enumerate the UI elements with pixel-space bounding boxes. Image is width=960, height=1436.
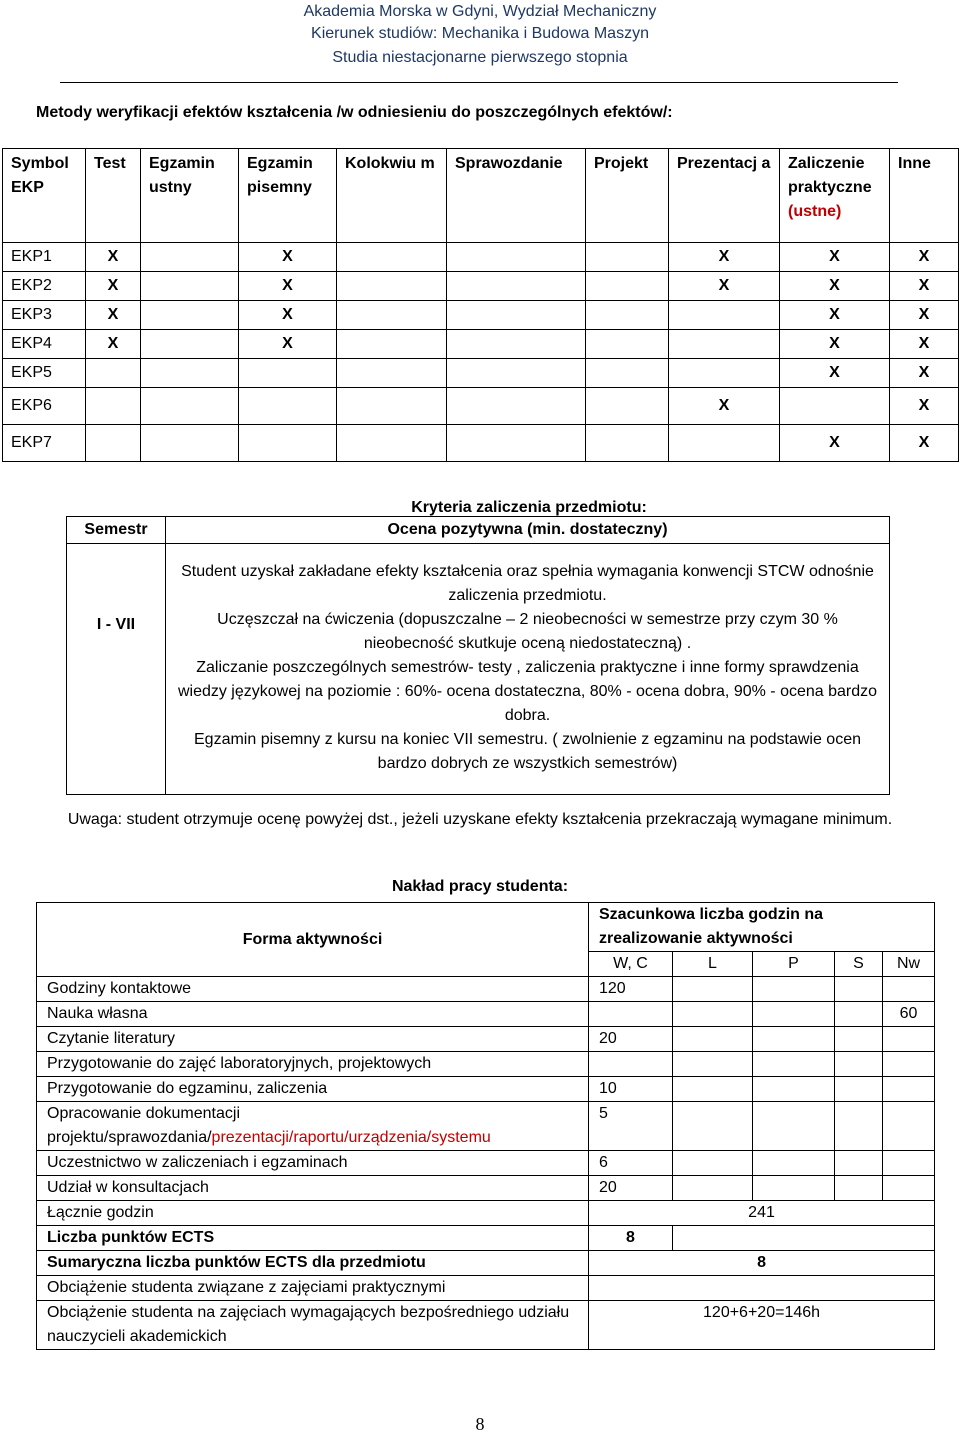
workload-hours-cell	[753, 1151, 835, 1176]
ekp-cell	[586, 388, 669, 425]
workload-hours-cell	[883, 977, 935, 1002]
activity-label-part-red: prezentacji/raportu/urządzenia/systemu	[211, 1129, 491, 1146]
criteria-note: Uwaga: student otrzymuje ocenę powyżej dst., jeżeli uzyskane efekty kształcenia przekraczają wymagane minimum.	[67, 811, 893, 828]
activity-label-line	[47, 1126, 578, 1150]
ekp-cell	[447, 425, 586, 462]
ects-empty	[673, 1226, 935, 1251]
workload-hours-cell	[835, 1077, 883, 1102]
col-header-presentation: Prezentacj a	[669, 149, 780, 243]
ekp-row	[3, 272, 959, 301]
criteria-text	[166, 544, 890, 795]
workload-table	[36, 902, 935, 1350]
ekp-cell	[780, 388, 890, 425]
ekp-cell	[239, 359, 337, 388]
ekp-cell: X	[780, 243, 890, 272]
ekp-cell	[586, 301, 669, 330]
sum-ects-row	[37, 1251, 935, 1276]
ekp-cell	[337, 388, 447, 425]
ekp-cell	[586, 330, 669, 359]
workload-hours-cell	[753, 1102, 835, 1151]
workload-hours-cell	[673, 1176, 753, 1201]
workload-hours-cell	[883, 1176, 935, 1201]
workload-hours-cell	[835, 977, 883, 1002]
ekp-cell	[141, 272, 239, 301]
ekp-symbol: EKP2	[3, 272, 86, 301]
grade-header: Ocena pozytywna (min. dostateczny)	[166, 517, 890, 544]
ekp-cell: X	[669, 272, 780, 301]
col-header-practical	[780, 149, 890, 243]
ekp-cell	[586, 425, 669, 462]
ekp-cell	[141, 301, 239, 330]
total-hours-row	[37, 1201, 935, 1226]
ekp-row	[3, 301, 959, 330]
ekp-cell: X	[890, 425, 959, 462]
workload-hours-cell	[673, 1002, 753, 1027]
col-header-colloquium: Kolokwiu m	[337, 149, 447, 243]
practical-load-value	[589, 1276, 935, 1301]
ekp-cell	[447, 359, 586, 388]
workload-activity-label: Czytanie literatury	[37, 1027, 589, 1052]
workload-hours-cell	[589, 1002, 673, 1027]
ekp-cell	[141, 330, 239, 359]
ekp-cell: X	[780, 330, 890, 359]
ekp-cell	[141, 243, 239, 272]
col-header-project: Projekt	[586, 149, 669, 243]
col-header-other: Inne	[890, 149, 959, 243]
ekp-cell: X	[890, 301, 959, 330]
workload-hours-cell	[673, 1077, 753, 1102]
ekp-cell	[141, 359, 239, 388]
workload-activity-label: Uczestnictwo w zaliczeniach i egzaminach	[37, 1151, 589, 1176]
ekp-cell	[239, 425, 337, 462]
workload-row	[37, 1002, 935, 1027]
ekp-cell: X	[890, 330, 959, 359]
workload-activity-label: Przygotowanie do zajęć laboratoryjnych, projektowych	[37, 1052, 589, 1077]
ekp-cell: X	[669, 243, 780, 272]
workload-hours-cell	[673, 1027, 753, 1052]
workload-hours-cell	[753, 1176, 835, 1201]
workload-hours-cell	[753, 1002, 835, 1027]
col-header-written-exam: Egzamin pisemny	[239, 149, 337, 243]
ekp-cell	[447, 272, 586, 301]
ekp-cell	[447, 301, 586, 330]
ekp-symbol: EKP4	[3, 330, 86, 359]
col-header-oral-exam: Egzamin ustny	[141, 149, 239, 243]
activity-label-part: projektu/sprawozdania/	[47, 1129, 212, 1146]
activity-label-line: Opracowanie dokumentacji	[47, 1105, 240, 1122]
sum-ects-value: 8	[589, 1251, 935, 1276]
criteria-body-row	[67, 544, 890, 795]
workload-row	[37, 1052, 935, 1077]
ekp-row	[3, 388, 959, 425]
total-hours-label: Łącznie godzin	[37, 1201, 589, 1226]
col-header-symbol: Symbol EKP	[3, 149, 86, 243]
practical-load-label: Obciążenie studenta związane z zajęciami praktycznymi	[37, 1276, 589, 1301]
practical-load-row	[37, 1276, 935, 1301]
ekp-cell: X	[239, 272, 337, 301]
hours-header: Szacunkowa liczba godzin na zrealizowanie aktywności	[589, 903, 935, 952]
workload-hours-cell	[883, 1102, 935, 1151]
header-line-3: Studia niestacjonarne pierwszego stopnia	[332, 49, 628, 66]
workload-hours-cell	[673, 977, 753, 1002]
practical-label: Zaliczenie praktyczne	[788, 155, 872, 196]
workload-hours-cell	[883, 1052, 935, 1077]
workload-hours-cell: 20	[589, 1027, 673, 1052]
ekp-cell: X	[780, 301, 890, 330]
ekp-cell	[337, 330, 447, 359]
workload-hours-cell	[883, 1027, 935, 1052]
workload-activity-label: Przygotowanie do egzaminu, zaliczenia	[37, 1077, 589, 1102]
total-hours-value: 241	[589, 1201, 935, 1226]
practical-oral-note: (ustne)	[788, 203, 842, 220]
semester-range: I - VII	[67, 544, 166, 795]
criteria-header-row	[67, 517, 890, 544]
ekp-cell	[669, 425, 780, 462]
ekp-symbol: EKP7	[3, 425, 86, 462]
criteria-table	[66, 516, 890, 795]
ekp-cell: X	[890, 272, 959, 301]
ekp-row	[3, 243, 959, 272]
workload-hours-cell	[835, 1002, 883, 1027]
workload-hours-cell	[673, 1102, 753, 1151]
ekp-cell	[586, 272, 669, 301]
ekp-methods-table	[2, 148, 959, 462]
workload-hours-cell	[589, 1052, 673, 1077]
workload-hours-cell: 10	[589, 1077, 673, 1102]
workload-hours-cell	[883, 1077, 935, 1102]
ekp-cell	[337, 272, 447, 301]
col-header-test: Test	[86, 149, 141, 243]
workload-row	[37, 1151, 935, 1176]
direct-load-value: 120+6+20=146h	[589, 1301, 935, 1350]
workload-hours-cell: 6	[589, 1151, 673, 1176]
ekp-cell	[141, 425, 239, 462]
ekp-cell	[337, 425, 447, 462]
ekp-cell: X	[780, 272, 890, 301]
ekp-cell: X	[86, 301, 141, 330]
ekp-cell	[447, 330, 586, 359]
subcol-p: P	[753, 952, 835, 977]
ekp-cell	[86, 425, 141, 462]
workload-row	[37, 977, 935, 1002]
ekp-cell	[447, 388, 586, 425]
ekp-cell: X	[890, 388, 959, 425]
header-line-2: Kierunek studiów: Mechanika i Budowa Maszyn	[311, 25, 649, 42]
ekp-cell	[669, 330, 780, 359]
workload-hours-cell	[835, 1102, 883, 1151]
workload-hours-cell	[835, 1052, 883, 1077]
workload-hours-cell	[673, 1052, 753, 1077]
workload-hours-cell	[835, 1176, 883, 1201]
workload-activity-label	[37, 1102, 589, 1151]
workload-hours-cell	[753, 1052, 835, 1077]
workload-activity-label: Nauka własna	[37, 1002, 589, 1027]
sum-ects-label: Sumaryczna liczba punktów ECTS dla przedmiotu	[37, 1251, 589, 1276]
ekp-cell	[86, 359, 141, 388]
workload-row	[37, 1027, 935, 1052]
workload-hours-cell	[835, 1151, 883, 1176]
workload-hours-cell	[753, 1077, 835, 1102]
direct-load-row	[37, 1301, 935, 1350]
workload-hours-cell: 120	[589, 977, 673, 1002]
header-line-1: Akademia Morska w Gdyni, Wydział Mechaniczny	[303, 3, 657, 20]
ekp-cell: X	[239, 330, 337, 359]
ekp-cell	[586, 243, 669, 272]
ekp-cell: X	[86, 330, 141, 359]
workload-hours-cell: 20	[589, 1176, 673, 1201]
ekp-symbol: EKP1	[3, 243, 86, 272]
ekp-cell: X	[669, 388, 780, 425]
ekp-cell	[337, 301, 447, 330]
ekp-row	[3, 330, 959, 359]
ekp-row	[3, 359, 959, 388]
workload-hours-cell: 5	[589, 1102, 673, 1151]
workload-hours-cell	[883, 1151, 935, 1176]
ekp-cell	[669, 301, 780, 330]
ekp-symbol: EKP3	[3, 301, 86, 330]
workload-activity-label: Udział w konsultacjach	[37, 1176, 589, 1201]
header-rule	[60, 82, 898, 83]
workload-header-row	[37, 903, 935, 952]
workload-row	[37, 1102, 935, 1151]
criteria-line: Zaliczanie poszczególnych semestrów- testy , zaliczenia praktyczne i inne formy sprawdzenia wiedzy językowej na poziomie : 60%- ocena dostateczna, 80% - ocena dobra, 90% - ocena bardzo dobra.	[177, 659, 878, 724]
workload-hours-cell	[835, 1027, 883, 1052]
workload-row	[37, 1176, 935, 1201]
subcol-nw: Nw	[883, 952, 935, 977]
ekp-cell	[586, 359, 669, 388]
ekp-cell: X	[239, 243, 337, 272]
ekp-cell	[337, 243, 447, 272]
direct-load-label: Obciążenie studenta na zajęciach wymagających bezpośredniego udziału nauczycieli akademickich	[37, 1301, 589, 1350]
page-number: 8	[475, 1414, 485, 1434]
ekp-row	[3, 425, 959, 462]
semester-header: Semestr	[67, 517, 166, 544]
ekp-cell: X	[780, 425, 890, 462]
ekp-symbol: EKP6	[3, 388, 86, 425]
ekp-cell: X	[890, 243, 959, 272]
ekp-cell	[669, 359, 780, 388]
ects-value: 8	[589, 1226, 673, 1251]
criteria-line: Student uzyskał zakładane efekty kształcenia oraz spełnia wymagania konwencji STCW odnośnie zaliczenia przedmiotu.	[181, 563, 874, 604]
ekp-cell	[337, 359, 447, 388]
subcol-s: S	[835, 952, 883, 977]
workload-hours-cell	[753, 977, 835, 1002]
criteria-line: Uczęszczał na ćwiczenia (dopuszczalne – 2 nieobecności w semestrze przy czym 30 % nieobecność skutkuje oceną niedostateczną) .	[217, 611, 838, 652]
workload-hours-cell	[673, 1151, 753, 1176]
ekp-cell: X	[890, 359, 959, 388]
ekp-symbol: EKP5	[3, 359, 86, 388]
subcol-l: L	[673, 952, 753, 977]
ects-label: Liczba punktów ECTS	[37, 1226, 589, 1251]
col-header-report: Sprawozdanie	[447, 149, 586, 243]
ekp-cell	[141, 388, 239, 425]
criteria-line: Egzamin pisemny z kursu na koniec VII semestru. ( zwolnienie z egzaminu na podstawie ocen bardzo dobrych ze wszystkich semestrów)	[194, 731, 861, 772]
ects-row	[37, 1226, 935, 1251]
workload-title: Nakład pracy studenta:	[391, 878, 569, 895]
ekp-header-row	[3, 149, 959, 243]
subcol-wc: W, C	[589, 952, 673, 977]
workload-hours-cell	[753, 1027, 835, 1052]
ekp-cell: X	[780, 359, 890, 388]
ekp-cell: X	[86, 243, 141, 272]
ekp-cell: X	[239, 301, 337, 330]
workload-row	[37, 1077, 935, 1102]
workload-activity-label: Godziny kontaktowe	[37, 977, 589, 1002]
ekp-cell	[447, 243, 586, 272]
form-header: Forma aktywności	[37, 903, 589, 977]
workload-hours-cell: 60	[883, 1002, 935, 1027]
ekp-section-title: Metody weryfikacji efektów kształcenia /w odniesieniu do poszczególnych efektów/:	[36, 104, 673, 121]
ekp-cell	[86, 388, 141, 425]
ekp-cell: X	[86, 272, 141, 301]
ekp-cell	[239, 388, 337, 425]
criteria-title: Kryteria zaliczenia przedmiotu:	[411, 499, 647, 516]
